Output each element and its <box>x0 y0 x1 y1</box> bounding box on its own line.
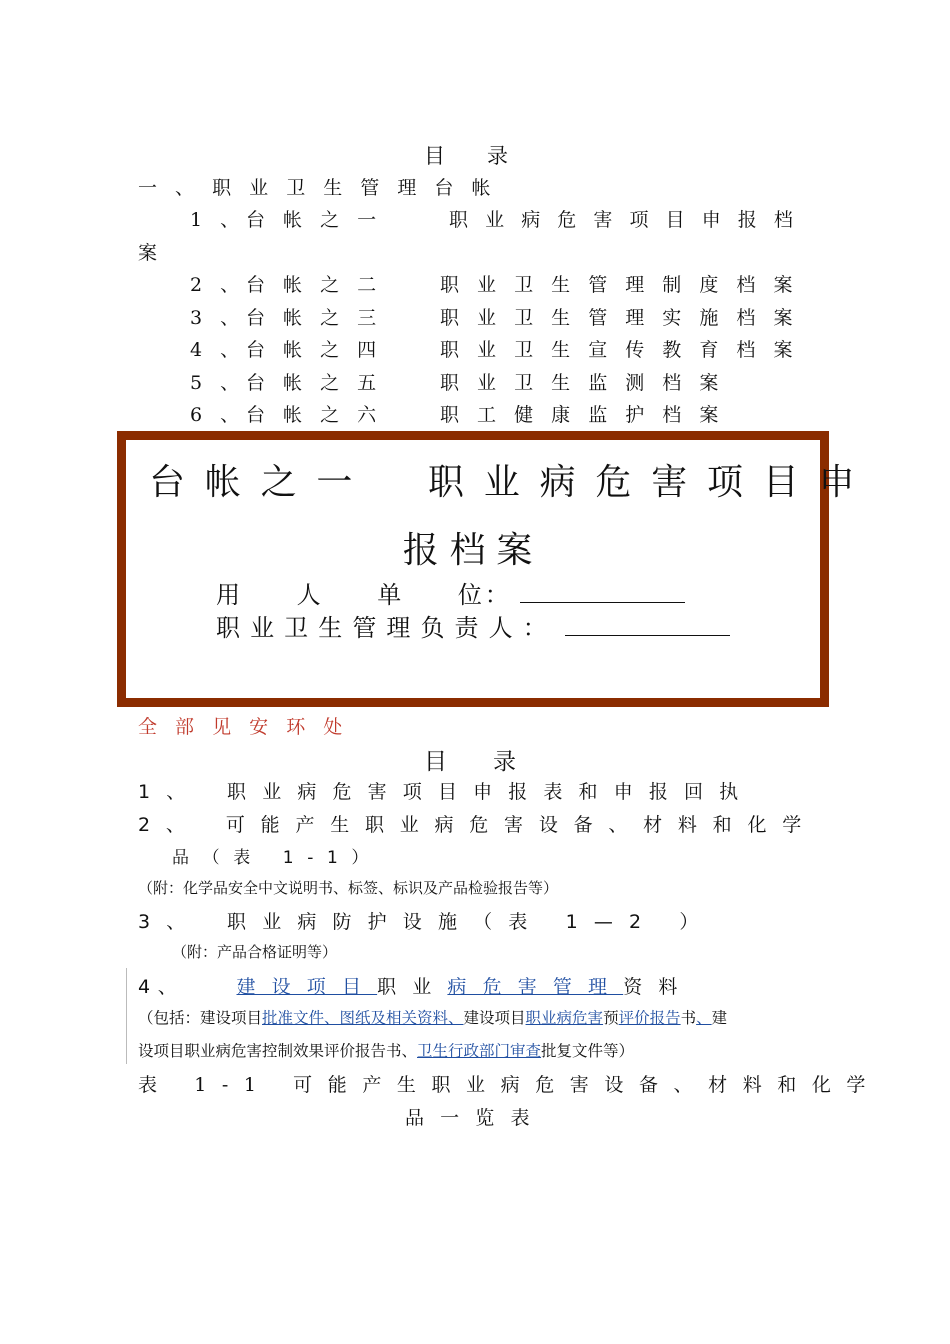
toc2-item-1: 1、 职业病危害项目申报表和申报回执 <box>138 781 755 803</box>
note-p2: 建设项目 <box>463 1009 526 1027</box>
toc2-item-4-num: 4、 <box>138 976 185 998</box>
toc2-title: 目 录 <box>424 749 516 775</box>
note-link-comma[interactable]: 、 <box>696 1009 712 1027</box>
cover-title-line1: 台帐之一 职业病危害项目申 <box>149 462 875 503</box>
note-link-evaluation[interactable]: 评价报告 <box>618 1009 681 1027</box>
note-p1: （包括：建设项目 <box>138 1009 263 1027</box>
cover-field-manager <box>216 608 730 643</box>
toc-section-1: 一、职业卫生管理台帐 <box>138 177 509 199</box>
note-p4: 书 <box>680 1009 697 1027</box>
note-link-approval[interactable]: 批准文件、图纸及相关资料、 <box>262 1009 464 1027</box>
toc2-item-2b: 品（表 1-1） <box>172 848 382 868</box>
toc2-item-4-text2: 资料 <box>623 976 694 998</box>
toc-item-4-num: 4、 <box>190 339 258 361</box>
toc2-item-4-link-hazard[interactable]: 病危害管理 <box>447 976 624 998</box>
cover-field-manager-line <box>565 635 730 636</box>
toc-item-1-name: 台帐之一 <box>246 209 395 231</box>
toc2-item-3-note: （附：产品合格证明等） <box>172 943 338 961</box>
toc-item-6-desc: 职工健康监护档案 <box>440 404 737 426</box>
toc-item-4-desc: 职业卫生宣传教育档案 <box>440 339 811 361</box>
toc-item-3-num: 3、 <box>190 307 258 329</box>
note-link-health-dept[interactable]: 卫生行政部门审查 <box>417 1042 542 1060</box>
toc-item-3-name: 台帐之三 <box>246 307 395 329</box>
toc-item-6-num: 6、 <box>190 404 258 426</box>
toc2-item-2a: 2、 可能产生职业病危害设备、材料和化学 <box>138 814 817 836</box>
table-caption-line2: 品一览表 <box>405 1107 546 1129</box>
note-p6: 设项目职业病危害控制效果评价报告书、 <box>138 1042 418 1060</box>
toc2-item-4-link-project[interactable]: 建设项目 <box>236 976 378 998</box>
toc-item-2-name: 台帐之二 <box>246 274 395 296</box>
note-red: 全部见安环处 <box>138 716 361 738</box>
cover-field-unit-line <box>520 602 685 603</box>
cover-field-unit-label: 用 人 单 位： <box>216 581 512 609</box>
toc-item-4-name: 台帐之四 <box>246 339 395 361</box>
toc-item-1-num: 1、 <box>190 209 258 231</box>
cover-title-line2: 报档案 <box>402 530 544 571</box>
toc-item-5-name: 台帐之五 <box>246 372 395 394</box>
toc-item-2-desc: 职业卫生管理制度档案 <box>440 274 811 296</box>
cover-field-manager-label: 职业卫生管理负责人： <box>216 614 557 642</box>
toc-item-1-desc: 职业病危害项目申报档 <box>449 209 811 231</box>
cover-field-unit <box>216 575 685 610</box>
cover-box <box>117 431 875 707</box>
toc-item-5-desc: 职业卫生监测档案 <box>440 372 737 394</box>
toc2-item-3: 3、 职业病防护设施（表 1—2 ） <box>138 911 715 933</box>
toc2-item-2-note: （附：化学品安全中文说明书、标签、标识及产品检验报告等） <box>138 879 559 897</box>
toc-title: 目 录 <box>424 144 508 168</box>
change-bar <box>126 968 127 1064</box>
note-p7: 批复文件等） <box>541 1042 635 1060</box>
table-caption-line1: 表 1-1 可能产生职业病危害设备、材料和化学 <box>138 1074 882 1096</box>
note-link-hazard[interactable]: 职业病危害 <box>525 1009 604 1027</box>
toc-item-3-desc: 职业卫生管理实施档案 <box>440 307 811 329</box>
toc2-item-4-note-line2 <box>138 1039 634 1061</box>
toc-item-2-num: 2、 <box>190 274 258 296</box>
toc-item-1-wrap: 案 <box>138 242 158 264</box>
toc-item-5-num: 5、 <box>190 372 258 394</box>
toc2-item-4-text1: 职业 <box>377 976 448 998</box>
toc-item-6-name: 台帐之六 <box>246 404 395 426</box>
note-p3: 预 <box>603 1009 619 1027</box>
toc2-item-4 <box>138 972 694 999</box>
toc2-item-4-note-line1 <box>138 1006 727 1028</box>
note-p5: 建 <box>711 1009 728 1027</box>
